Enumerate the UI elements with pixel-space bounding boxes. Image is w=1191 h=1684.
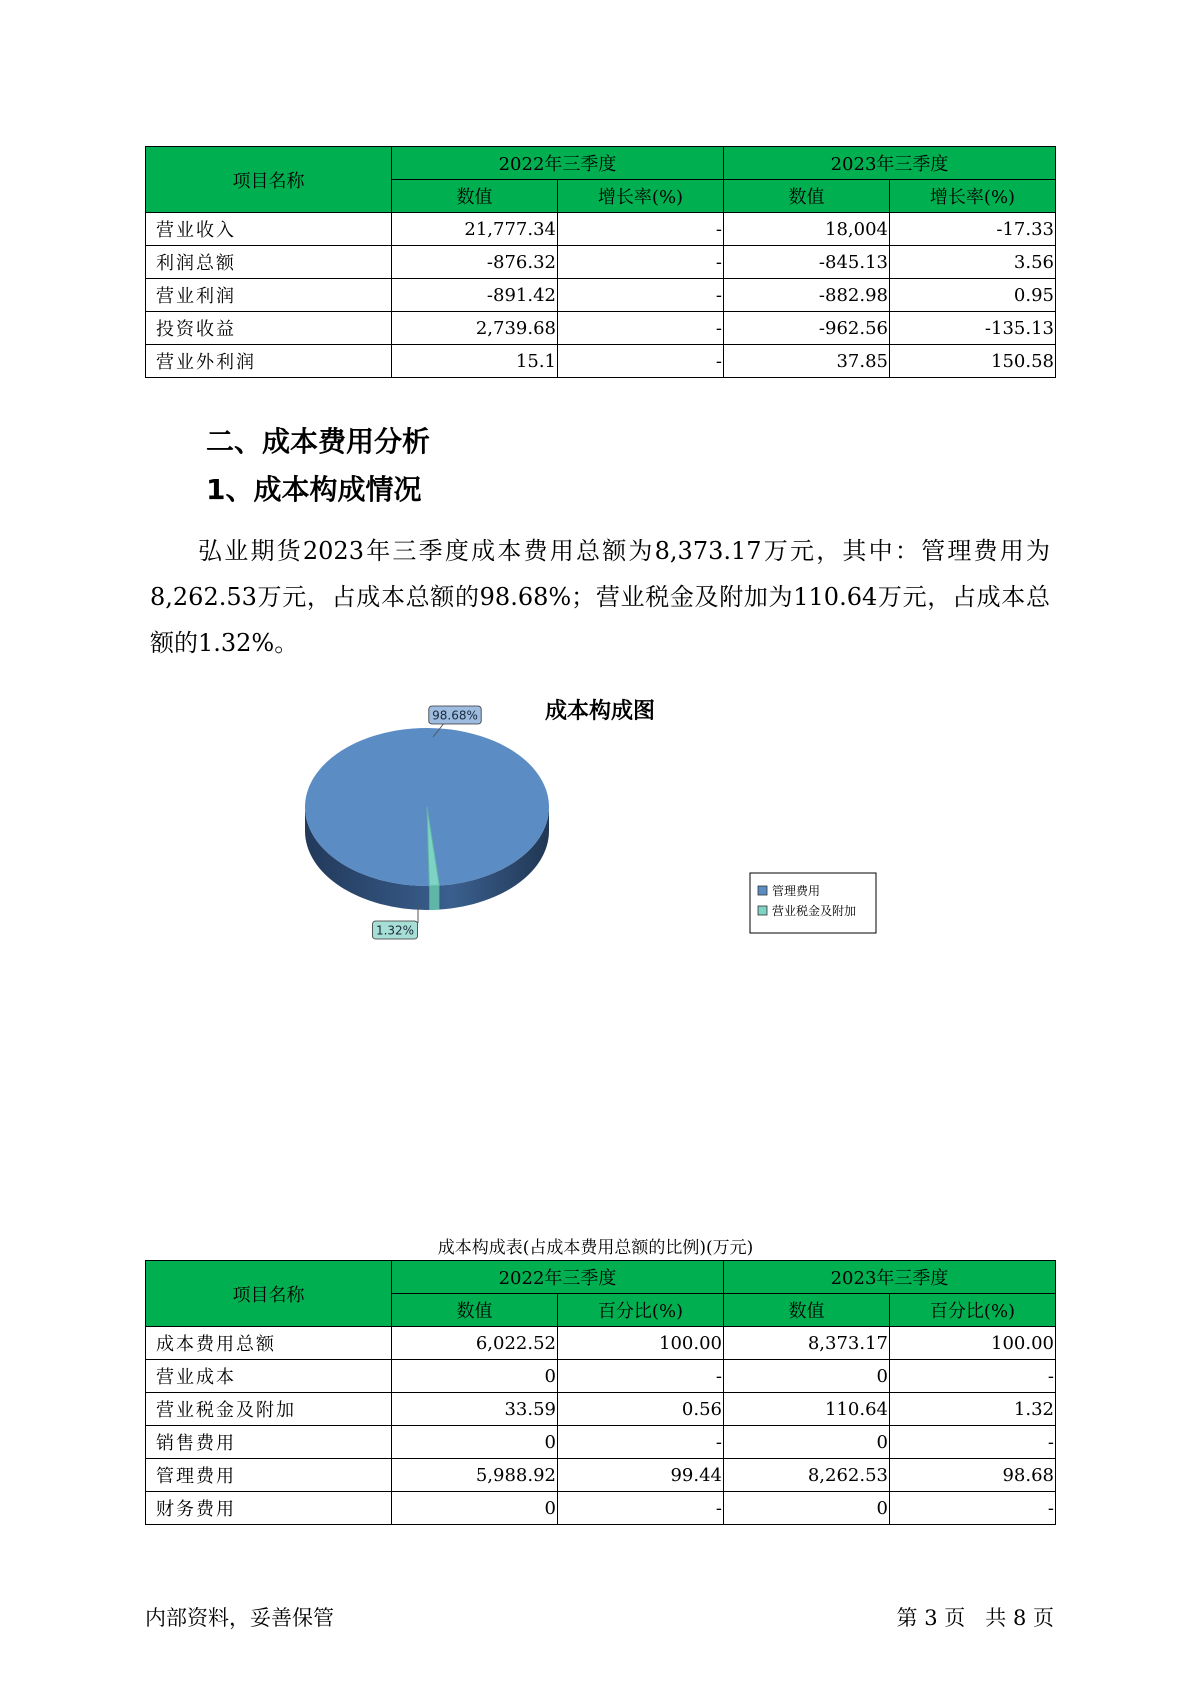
row-name: 财务费用 [146, 1492, 392, 1525]
table-row [146, 1459, 1056, 1492]
header-period-2023: 2023年三季度 [724, 1261, 1056, 1294]
chart-legend [750, 873, 876, 933]
table-row [146, 246, 1056, 279]
row-name: 营业税金及附加 [146, 1393, 392, 1426]
table-row [146, 279, 1056, 312]
data-label-0: 98.68% [432, 708, 478, 723]
cell-growth-2023: -17.33 [890, 213, 1056, 246]
header-period-2022: 2022年三季度 [392, 1261, 724, 1294]
cell-value-2022: 0 [392, 1426, 558, 1459]
cell-value-2023: -962.56 [724, 312, 890, 345]
cell-pct-2022: 0.56 [558, 1393, 724, 1426]
cell-growth-2022: - [558, 246, 724, 279]
cell-value-2023: -845.13 [724, 246, 890, 279]
cell-value-2022: 15.1 [392, 345, 558, 378]
cell-pct-2023: - [890, 1492, 1056, 1525]
cost-table [145, 1260, 1056, 1525]
row-name: 营业外利润 [146, 345, 392, 378]
header-item-name: 项目名称 [146, 1261, 392, 1327]
cell-value-2023: 8,373.17 [724, 1327, 890, 1360]
data-label-1: 1.32% [375, 923, 415, 938]
cell-value-2023: 8,262.53 [724, 1459, 890, 1492]
row-name: 管理费用 [146, 1459, 392, 1492]
cell-pct-2023: 100.00 [890, 1327, 1056, 1360]
cell-growth-2023: -135.13 [890, 312, 1056, 345]
table-row [146, 1426, 1056, 1459]
row-name: 销售费用 [146, 1426, 392, 1459]
footer-page-number: 第 3 页 共 8 页 [896, 1606, 1054, 1630]
chart-title: 成本构成图 [544, 699, 656, 724]
header-item-name: 项目名称 [146, 147, 392, 213]
table-row [146, 1360, 1056, 1393]
cell-value-2022: 21,777.34 [392, 213, 558, 246]
table-row [146, 1492, 1056, 1525]
section-title: 二、成本费用分析 [206, 425, 431, 458]
header-value-2023: 数值 [724, 180, 890, 213]
cell-value-2023: 37.85 [724, 345, 890, 378]
cell-pct-2022: 99.44 [558, 1459, 724, 1492]
cell-pct-2023: 98.68 [890, 1459, 1056, 1492]
cell-value-2023: 0 [724, 1360, 890, 1393]
cell-value-2022: -876.32 [392, 246, 558, 279]
cell-value-2022: 5,988.92 [392, 1459, 558, 1492]
cell-pct-2022: - [558, 1360, 724, 1393]
row-name: 营业成本 [146, 1360, 392, 1393]
table-row [146, 312, 1056, 345]
cell-growth-2023: 3.56 [890, 246, 1056, 279]
table-row [146, 345, 1056, 378]
table-row [146, 1393, 1056, 1426]
cell-growth-2022: - [558, 312, 724, 345]
header-value-2022: 数值 [392, 180, 558, 213]
header-period-2023: 2023年三季度 [724, 147, 1056, 180]
subsection-title: 1、成本构成情况 [206, 473, 422, 506]
cell-pct-2023: - [890, 1360, 1056, 1393]
cell-pct-2023: 1.32 [890, 1393, 1056, 1426]
cell-value-2022: 6,022.52 [392, 1327, 558, 1360]
legend-label-1: 营业税金及附加 [772, 904, 857, 918]
cell-value-2022: -891.42 [392, 279, 558, 312]
pie-slice-side-1 [429, 886, 439, 910]
cell-value-2022: 0 [392, 1360, 558, 1393]
cell-pct-2022: - [558, 1492, 724, 1525]
cell-value-2022: 33.59 [392, 1393, 558, 1426]
cell-growth-2022: - [558, 279, 724, 312]
cell-growth-2022: - [558, 345, 724, 378]
header-growth-2022: 增长率(%) [558, 180, 724, 213]
cell-pct-2022: 100.00 [558, 1327, 724, 1360]
cell-pct-2023: - [890, 1426, 1056, 1459]
cell-pct-2022: - [558, 1426, 724, 1459]
row-name: 成本费用总额 [146, 1327, 392, 1360]
legend-label-0: 管理费用 [772, 884, 821, 898]
cell-value-2023: 0 [724, 1492, 890, 1525]
cell-value-2023: 18,004 [724, 213, 890, 246]
legend-swatch-1 [758, 906, 767, 915]
row-name: 投资收益 [146, 312, 392, 345]
cost-pie-chart [0, 690, 1191, 1050]
header-value-2023: 数值 [724, 1294, 890, 1327]
cell-value-2023: 0 [724, 1426, 890, 1459]
row-name: 利润总额 [146, 246, 392, 279]
pie-group [305, 706, 549, 939]
cell-value-2022: 2,739.68 [392, 312, 558, 345]
header-growth-2023: 增长率(%) [890, 180, 1056, 213]
row-name: 营业利润 [146, 279, 392, 312]
header-pct-2023: 百分比(%) [890, 1294, 1056, 1327]
header-pct-2022: 百分比(%) [558, 1294, 724, 1327]
footer-confidential: 内部资料，妥善保管 [145, 1606, 334, 1630]
profit-table [145, 146, 1056, 378]
body-paragraph: 弘业期货2023年三季度成本费用总额为8,373.17万元，其中：管理费用为8,262.53万元，占成本总额的98.68%；营业税金及附加为110.64万元，占成本总额的1.32%。 [150, 537, 1050, 657]
table-caption: 成本构成表(占成本费用总额的比例)(万元) [437, 1238, 754, 1258]
cell-value-2022: 0 [392, 1492, 558, 1525]
row-name: 营业收入 [146, 213, 392, 246]
header-value-2022: 数值 [392, 1294, 558, 1327]
header-period-2022: 2022年三季度 [392, 147, 724, 180]
cell-growth-2023: 0.95 [890, 279, 1056, 312]
cell-value-2023: 110.64 [724, 1393, 890, 1426]
cell-value-2023: -882.98 [724, 279, 890, 312]
legend-swatch-0 [758, 886, 767, 895]
table-row [146, 1327, 1056, 1360]
table-row [146, 213, 1056, 246]
cell-growth-2023: 150.58 [890, 345, 1056, 378]
cell-growth-2022: - [558, 213, 724, 246]
